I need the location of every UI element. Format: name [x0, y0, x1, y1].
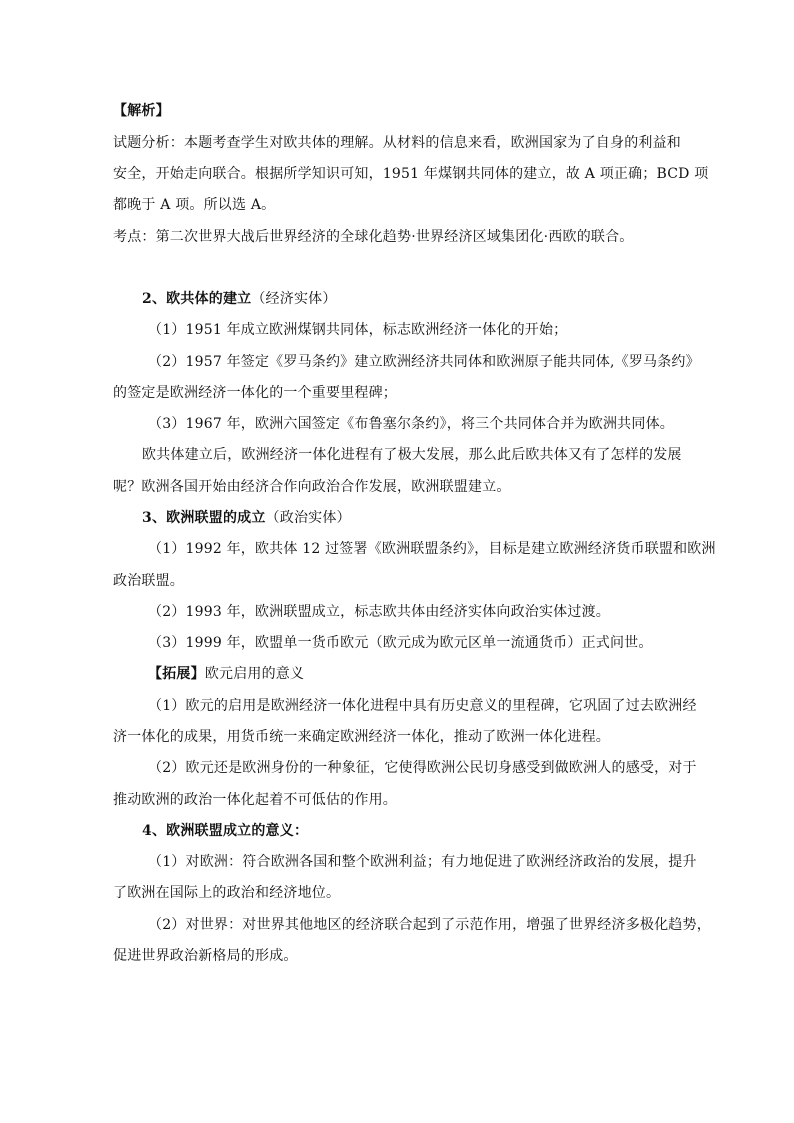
analysis-line-2: 安全，开始走向联合。根据所学知识可知，1951 年煤钢共同体的建立，故 A 项正确；BCD 项 [113, 166, 709, 182]
section2-item-2-line-2: 的签定是欧洲经济一体化的一个重要里程碑； [113, 385, 397, 401]
section3-item-1-line-2: 政治联盟。 [113, 573, 184, 589]
section3-item-3: （3）1999 年，欧盟单一货币欧元（欧元成为欧元区单一流通货币）正式问世。 [148, 635, 653, 651]
expand-item-2-line-1: （2）欧元还是欧洲身份的一种象征，它使得欧洲公民切身感受到做欧洲人的感受，对于 [148, 760, 697, 776]
analysis-line-3: 都晚于 A 项。所以选 A。 [113, 197, 276, 213]
section3-title-main: 3、欧洲联盟的成立 [142, 510, 266, 526]
expand-item-1-line-1: （1）欧元的启用是欧洲经济一体化进程中具有历史意义的里程碑，它巩固了过去欧洲经 [148, 698, 697, 714]
section2-item-1: （1）1951 年成立欧洲煤钢共同体，标志欧洲经济一体化的开始； [148, 322, 568, 338]
section4-item-2-line-1: （2）对世界：对世界其他地区的经济联合起到了示范作用，增强了世界经济多极化趋势， [148, 917, 711, 933]
section2-title-note: （经济实体） [251, 291, 337, 307]
expand-item-1-line-2: 济一体化的成果，用货币统一来确定欧洲经济一体化，推动了欧洲一体化进程。 [113, 729, 610, 745]
section2-item-3: （3）1967 年，欧洲六国签定《布鲁塞尔条约》，将三个共同体合并为欧洲共同体。 [148, 416, 674, 432]
kaodian-line: 考点：第二次世界大战后世界经济的全球化趋势·世界经济区域集团化·西欧的联合。 [113, 229, 634, 245]
section4-title: 4、欧洲联盟成立的意义： [142, 823, 309, 839]
section3-item-1-line-1: （1）1992 年，欧共体 12 过签署《欧洲联盟条约》，目标是建立欧洲经济货币联盟和欧洲 [148, 541, 716, 557]
section4-item-2-line-2: 促进世界政治新格局的形成。 [113, 948, 298, 964]
section2-title-main: 2、欧共体的建立 [142, 291, 252, 307]
analysis-header: 【解析】 [113, 103, 170, 119]
section2-item-2-line-1: （2）1957 年签定《罗马条约》建立欧洲经济共同体和欧洲原子能共同体,《罗马条约》 [148, 354, 700, 370]
expand-label: 【拓展】 [148, 666, 205, 682]
section2-transition-line-2: 呢？欧洲各国开始由经济合作向政治合作发展，欧洲联盟建立。 [113, 479, 511, 495]
section2-transition-line-1: 欧共体建立后，欧洲经济一体化进程有了极大发展，那么此后欧共体又有了怎样的发展 [142, 447, 682, 463]
section3-title-note: （政治实体） [265, 510, 351, 526]
section4-item-1-line-1: （1）对欧洲：符合欧洲各国和整个欧洲利益；有力地促进了欧洲经济政治的发展，提升 [148, 854, 697, 870]
section3-item-2: （2）1993 年，欧洲联盟成立，标志欧共体由经济实体向政治实体过渡。 [148, 604, 610, 620]
expand-item-2-line-2: 推动欧洲的政治一体化起着不可低估的作用。 [113, 792, 397, 808]
expand-title: 欧元启用的意义 [204, 666, 305, 682]
expand-heading [148, 664, 304, 684]
analysis-line-1: 试题分析：本题考查学生对欧共体的理解。从材料的信息来看，欧洲国家为了自身的利益和 [113, 135, 681, 151]
section3-title [142, 508, 351, 528]
section2-title [142, 289, 337, 309]
section4-item-1-line-2: 了欧洲在国际上的政治和经济地位。 [113, 885, 341, 901]
